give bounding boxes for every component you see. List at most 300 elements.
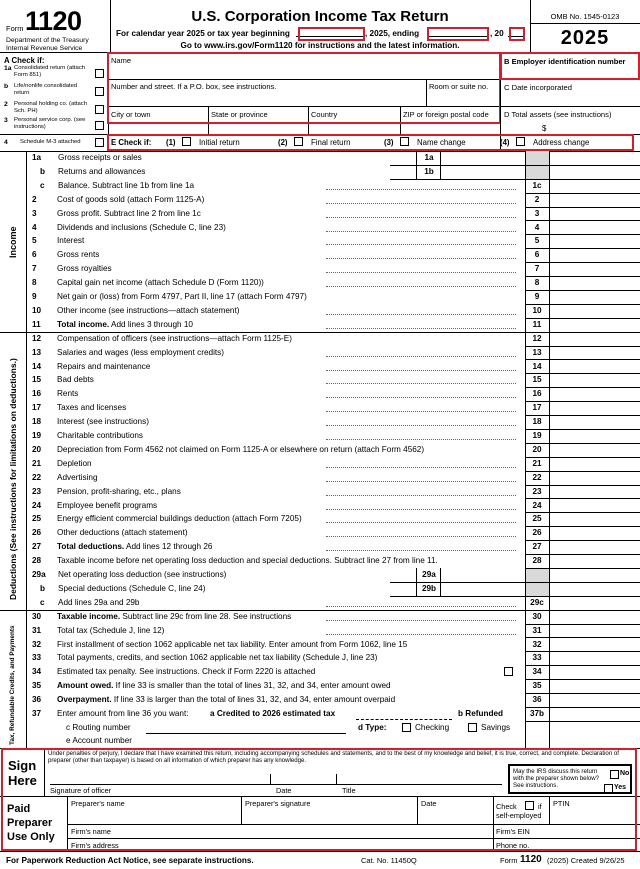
- form-line: [26, 262, 640, 276]
- section-e-option-number: (2): [278, 138, 288, 147]
- right-box-number: 27: [532, 542, 542, 552]
- right-box-number: 25: [532, 514, 542, 524]
- form-line: [26, 151, 640, 165]
- line-description: [57, 695, 395, 704]
- line-number: 37: [32, 709, 42, 718]
- account-number-label: e Account number: [66, 735, 132, 745]
- street-label: Number and street. If a P.O. box, see instructions.: [111, 82, 277, 91]
- highlight-name-address: [107, 52, 501, 124]
- amount-field[interactable]: [551, 513, 637, 525]
- right-box-number: 36: [532, 695, 542, 705]
- form-line: [26, 651, 640, 665]
- inner-box-number: 1b: [424, 166, 434, 176]
- line-description: [58, 598, 140, 607]
- line-description-text: Add lines 3 through 10: [109, 319, 193, 329]
- form-line: [26, 304, 640, 318]
- check-if-checkbox[interactable]: [95, 69, 104, 78]
- amount-field[interactable]: [551, 666, 637, 678]
- amount-field[interactable]: [551, 486, 637, 498]
- savings-label: Savings: [481, 722, 511, 732]
- preparer-title-1: Paid: [7, 803, 31, 815]
- right-box-number: 2: [534, 194, 540, 204]
- room-label: Room or suite no.: [429, 82, 489, 91]
- form-line: [26, 248, 640, 262]
- account-number-field[interactable]: [146, 735, 486, 747]
- amount-field[interactable]: [551, 597, 637, 609]
- line-description-text: Depreciation from Form 4562 not claimed on Form 1125-A or elsewhere on return (attach Form 4562): [57, 444, 425, 454]
- line-description: [58, 181, 194, 190]
- line-number: 12: [32, 333, 42, 343]
- line-description: [57, 431, 143, 440]
- line-description-text: Total tax (Schedule J, line 12): [57, 625, 165, 635]
- line-number: 16: [32, 389, 42, 399]
- amount-field[interactable]: [551, 541, 637, 553]
- check-if-text: Life/nonlife consolidated return: [14, 83, 78, 96]
- footer-form-prefix: Form: [500, 856, 518, 865]
- side-label-tax: Tax, Refundable Credits, and Payments: [9, 625, 16, 745]
- line-description-bold: Total income.: [57, 319, 110, 329]
- routing-row: [26, 721, 526, 735]
- line-description: [57, 375, 94, 384]
- line-number: 33: [32, 653, 42, 663]
- section-e-option-number: (1): [166, 138, 176, 147]
- right-box-number: 5: [534, 236, 540, 246]
- check-if-item: [0, 101, 108, 117]
- line-description: [57, 487, 181, 496]
- goto-instructions: Go to www.irs.gov/Form1120 for instructions and the latest information.: [180, 41, 460, 50]
- line-description-text: First installment of section 1062 applicable net tax liability. Enter amount from Form 1062, line 15: [57, 639, 408, 649]
- amount-field[interactable]: [551, 333, 637, 345]
- line37-refunded-label: b Refunded: [458, 709, 504, 718]
- line-description: [57, 209, 201, 218]
- sign-title-2: Here: [8, 773, 37, 788]
- amount-field[interactable]: [551, 277, 637, 289]
- amount-field[interactable]: [551, 361, 637, 373]
- check-if-key: 4: [4, 139, 8, 146]
- calendar-prefix: For calendar year 2025 or tax year beginning: [116, 29, 290, 38]
- form-line: [26, 415, 640, 429]
- perjury-declaration: Under penalties of perjury, I declare that I have examined this return, including accompanying schedules and statements, and to the best of my knowledge and belief, it is true, correct, and complete. Declaration of preparer (other than taxpayer) is based on all information of which preparer has any knowledge.: [48, 750, 619, 765]
- check-if-key: 2: [4, 101, 8, 108]
- right-box-number: 31: [532, 625, 542, 635]
- line-description: [57, 320, 193, 329]
- line-number: 31: [32, 625, 42, 635]
- amount-field[interactable]: [551, 625, 637, 637]
- form-line: [26, 540, 640, 554]
- check-if-checkbox[interactable]: [95, 138, 104, 147]
- form-line: [26, 179, 640, 193]
- line-description-text: If line 33 is larger than the total of lines 31, 32, and 34, enter amount overpaid: [111, 695, 396, 705]
- amount-field[interactable]: [551, 652, 637, 664]
- line-description-text: Pension, profit-sharing, etc., plans: [57, 486, 181, 496]
- line-description: [57, 626, 164, 635]
- highlight-signature-preparer: [1, 748, 637, 851]
- amount-field[interactable]: [551, 347, 637, 359]
- highlight-tax-year-end-year: [509, 27, 525, 41]
- amount-field[interactable]: [551, 319, 637, 331]
- amount-field[interactable]: [551, 402, 637, 414]
- dept-line1: Department of the Treasury: [6, 37, 89, 44]
- line-description-text: Rents: [57, 389, 79, 399]
- inner-box-number: 29b: [421, 583, 437, 593]
- line-description-bold: Total deductions.: [57, 542, 125, 552]
- right-box-number: 14: [532, 361, 542, 371]
- line-number: 1a: [32, 153, 42, 162]
- line-number: 4: [32, 222, 37, 232]
- form-line: [26, 318, 640, 332]
- line-number: 30: [32, 611, 42, 621]
- paperwork-notice: For Paperwork Reduction Act Notice, see separate instructions.: [6, 856, 254, 865]
- check-if-item: [0, 83, 108, 99]
- line-number: c: [40, 180, 45, 190]
- line-description-text: Total payments, credits, and section 1062 applicable net tax liability (Schedule J, line 23): [57, 653, 378, 663]
- right-box-number: 11: [532, 319, 542, 329]
- line-description-text: Net operating loss deduction (see instructions): [58, 570, 227, 579]
- line-number: 29a: [32, 570, 46, 579]
- line-description-text: Energy efficient commercial buildings deduction (attach Form 7205): [57, 514, 302, 524]
- line-number: c: [40, 597, 45, 607]
- form-line: [26, 360, 640, 374]
- amount-field[interactable]: [551, 222, 637, 234]
- highlight-tax-year-begin: [298, 27, 365, 41]
- line-number: 22: [32, 472, 42, 482]
- right-box-number: 34: [532, 667, 542, 677]
- preparer-name-label: Preparer's name: [71, 799, 125, 808]
- line-number: 24: [32, 500, 42, 510]
- right-box-number: 15: [532, 375, 542, 385]
- line-description-text: Interest: [57, 236, 85, 246]
- line-description: [57, 264, 112, 273]
- self-employed-label: self-employed: [496, 811, 542, 820]
- line-description-text: Other income (see instructions—attach statement): [57, 305, 240, 315]
- right-box-number: 9: [534, 292, 540, 301]
- amount-field[interactable]: [551, 430, 637, 442]
- amount-field[interactable]: [551, 500, 637, 512]
- line-description-text: If line 33 is smaller than the total of lines 31, 32, and 34, enter amount owed: [113, 681, 391, 691]
- account-type-label: d Type:: [358, 722, 387, 732]
- line-description: [57, 236, 84, 245]
- line-description-text: Gross rents: [57, 250, 100, 260]
- officer-signature-label: Signature of officer: [50, 786, 112, 795]
- lines-area: [0, 151, 640, 748]
- check-if-heading: A Check if:: [4, 56, 45, 65]
- line-description: [57, 501, 157, 510]
- section-e-option-label: Name change: [417, 138, 466, 147]
- firm-ein-label: Firm's EIN: [496, 827, 530, 836]
- right-box-number: 26: [532, 528, 542, 538]
- line-description: [57, 556, 438, 565]
- right-box-number: 17: [532, 403, 542, 413]
- right-box-number: 32: [532, 639, 542, 649]
- discuss-yes-label: Yes: [614, 784, 627, 791]
- line-number: 8: [32, 278, 37, 288]
- savings-checkbox[interactable]: [468, 723, 477, 732]
- section-e-option-label: Initial return: [199, 138, 240, 147]
- right-box-number: 4: [534, 222, 540, 232]
- line-description-text: Estimated tax penalty. See instructions. Check if Form 2220 is attached: [57, 667, 316, 677]
- form-line: [26, 193, 640, 207]
- check-if-item: [0, 65, 108, 81]
- line-description-text: Taxes and licenses: [57, 403, 127, 413]
- footer-revision: (2025) Created 9/26/25: [547, 856, 625, 865]
- form-2220-checkbox[interactable]: [504, 667, 513, 676]
- line-number: 11: [32, 319, 41, 329]
- line-description-text: Capital gain net income (attach Schedule D (Form 1120)): [57, 278, 264, 288]
- check-if-text: Schedule M-3 attached: [20, 139, 81, 145]
- check-if-key: 3: [4, 117, 8, 124]
- highlight-section-e: [107, 134, 634, 151]
- line-description: [57, 667, 315, 676]
- preparer-title-2: Preparer: [7, 817, 53, 829]
- line-description-text: Charitable contributions: [57, 431, 144, 440]
- amount-field[interactable]: [551, 208, 637, 220]
- form-line: [26, 485, 640, 499]
- side-label-deductions: Deductions (See instructions for limitations on deductions.): [8, 358, 18, 600]
- routing-number-field[interactable]: [146, 722, 346, 734]
- line-description: [57, 445, 424, 454]
- line-description-text: Bad debts: [57, 375, 94, 385]
- check-if-key: 1a: [4, 65, 12, 72]
- check-if-checkbox[interactable]: [95, 121, 104, 130]
- inner-amount-field[interactable]: [442, 152, 524, 164]
- line-description: [57, 528, 188, 537]
- catalog-number: Cat. No. 11450Q: [361, 856, 417, 865]
- line-number: 13: [32, 347, 42, 357]
- calendar-suffix: , 20: [490, 29, 504, 38]
- line-description-text: Balance. Subtract line 1b from line 1a: [58, 180, 195, 190]
- right-box-number: 18: [532, 417, 542, 427]
- sign-title-1: Sign: [8, 758, 37, 773]
- line-description: [57, 306, 239, 315]
- line-description-text: Interest (see instructions): [57, 417, 149, 427]
- line-description-text: Advertising: [57, 472, 98, 482]
- amount-field[interactable]: [551, 694, 637, 706]
- amount-field[interactable]: [551, 611, 637, 623]
- form-line: [26, 221, 640, 235]
- line-number: 23: [32, 486, 42, 496]
- preparer-date-label: Date: [421, 799, 437, 808]
- line-description: [57, 459, 92, 468]
- amount-field[interactable]: [551, 388, 637, 400]
- side-label-income: Income: [8, 226, 18, 258]
- date-incorporated-field[interactable]: [503, 92, 637, 105]
- account-row: [26, 735, 526, 749]
- firm-name-label: Firm's name: [71, 827, 111, 836]
- section-e-option-label: Final return: [311, 138, 351, 147]
- form-line: [26, 665, 640, 679]
- right-box-number: 23: [532, 486, 542, 496]
- amount-field[interactable]: [551, 235, 637, 247]
- section-e-label: E Check if:: [111, 138, 152, 147]
- right-box-number: 30: [532, 611, 542, 621]
- phone-label: Phone no.: [496, 841, 530, 850]
- form-line: [26, 276, 640, 290]
- form-line: [26, 638, 640, 652]
- credited-amount-field[interactable]: [356, 708, 452, 720]
- sign-date-label: Date: [276, 786, 292, 795]
- amount-field[interactable]: [551, 639, 637, 651]
- line-description: [57, 473, 98, 482]
- check-self-employed-label: Check: [496, 802, 517, 811]
- amount-field[interactable]: [551, 194, 637, 206]
- line-number: 6: [32, 250, 37, 260]
- form-line: [26, 387, 640, 401]
- right-box-number: 8: [534, 278, 540, 288]
- ptin-label: PTIN: [553, 799, 570, 808]
- line-description: [57, 223, 226, 232]
- section-e-option-number: (4): [500, 138, 510, 147]
- line-description: [57, 195, 204, 204]
- right-box-number: 19: [532, 431, 542, 440]
- form-line: [26, 401, 640, 415]
- line-description: [58, 167, 145, 176]
- firm-address-label: Firm's address: [71, 841, 119, 850]
- amount-field[interactable]: [551, 680, 637, 692]
- form-line: [26, 332, 640, 346]
- right-box-number: 28: [532, 556, 542, 566]
- line-number: b: [40, 583, 46, 593]
- line-number: 32: [32, 639, 42, 649]
- line-description: [57, 417, 149, 426]
- right-box-number: 35: [532, 681, 542, 691]
- amount-field[interactable]: [551, 444, 637, 456]
- line-description: [57, 362, 150, 371]
- amount-field[interactable]: [551, 472, 637, 484]
- line-number: 28: [32, 556, 42, 566]
- form-line: [26, 290, 640, 304]
- amount-field[interactable]: [551, 416, 637, 428]
- inner-amount-field[interactable]: [442, 583, 524, 595]
- line-number: 15: [32, 375, 42, 385]
- line-number: 14: [32, 361, 42, 371]
- line-number: 21: [32, 458, 42, 468]
- line-description-text: Cost of goods sold (attach Form 1125-A): [57, 194, 205, 204]
- amount-field[interactable]: [551, 263, 637, 275]
- date-incorporated-label: C Date incorporated: [504, 83, 572, 92]
- form-line: [26, 346, 640, 360]
- line-description-text: Enter amount from line 36 you want:: [57, 709, 189, 718]
- line-description-text: Returns and allowances: [58, 166, 146, 176]
- line-description-bold: Amount owed.: [57, 681, 114, 691]
- right-box-number: 6: [534, 250, 540, 260]
- right-box-number: 33: [532, 653, 542, 663]
- total-assets-label: D Total assets (see instructions): [504, 110, 612, 119]
- right-box-number: 3: [534, 208, 540, 218]
- line-description-bold: Taxable income.: [57, 611, 121, 621]
- inner-amount-field[interactable]: [442, 569, 524, 581]
- amount-field[interactable]: [551, 291, 637, 303]
- total-assets-field[interactable]: [550, 121, 636, 133]
- irs-discuss-text: May the IRS discuss this return with the preparer shown below? See instructions.: [513, 768, 600, 789]
- line-number: 17: [32, 403, 42, 413]
- dept-line2: Internal Revenue Service: [6, 45, 83, 52]
- amount-field[interactable]: [551, 458, 637, 470]
- line-description-text: Add lines 29a and 29b: [58, 597, 140, 607]
- form-line: [26, 373, 640, 387]
- line-description-text: Gross profit. Subtract line 2 from line 1c: [57, 208, 201, 218]
- right-box-number: 29c: [530, 597, 544, 607]
- form-line: [26, 707, 640, 721]
- line-description: [57, 334, 292, 343]
- check-if-text: Personal service corp. (see instructions): [14, 117, 86, 130]
- check-if-text: Consolidated return (attach Form 851): [14, 65, 86, 78]
- form-line: [26, 165, 640, 179]
- line-number: 18: [32, 417, 42, 427]
- calendar-mid: , 2025, ending: [365, 29, 420, 38]
- line-description: [57, 653, 377, 662]
- right-box-number: 13: [532, 347, 542, 357]
- right-box-number: 24: [532, 500, 542, 510]
- amount-field[interactable]: [551, 708, 637, 720]
- form-line: [26, 554, 640, 568]
- amount-field[interactable]: [551, 180, 637, 192]
- tax-year: 2025: [560, 27, 610, 49]
- line-number: 5: [32, 236, 37, 246]
- line-description: [58, 584, 205, 593]
- section-e-option-label: Address change: [533, 138, 590, 147]
- line-number: 35: [32, 681, 42, 691]
- routing-number-label: c Routing number: [66, 722, 131, 732]
- line-number: 10: [32, 305, 42, 315]
- if-label: if: [538, 802, 542, 811]
- line-description: [57, 709, 189, 718]
- amount-field[interactable]: [551, 374, 637, 386]
- check-if-checkbox[interactable]: [95, 87, 104, 96]
- line-description: [57, 403, 126, 412]
- amount-field[interactable]: [551, 249, 637, 261]
- check-if-text: Personal holding co. (attach Sch. PH): [14, 101, 88, 114]
- line-description-text: Dividends and inclusions (Schedule C, line 23): [57, 222, 226, 232]
- amount-field[interactable]: [551, 305, 637, 317]
- inner-amount-field[interactable]: [442, 166, 524, 178]
- line-description-text: Net gain or (loss) from Form 4797, Part II, line 17 (attach Form 4797): [57, 292, 307, 301]
- line-description-text: Salaries and wages (less employment credits): [57, 347, 225, 357]
- right-box-number: 7: [534, 264, 540, 274]
- line-description: [57, 278, 264, 287]
- line-description: [57, 292, 307, 301]
- form-line: [26, 568, 640, 582]
- line-number: 20: [32, 444, 42, 454]
- check-if-key: b: [4, 83, 9, 90]
- checking-label: Checking: [415, 722, 450, 732]
- line-description: [57, 348, 224, 357]
- line-description: [57, 250, 99, 259]
- amount-field[interactable]: [551, 555, 637, 567]
- form-line: [26, 679, 640, 693]
- checking-checkbox[interactable]: [402, 723, 411, 732]
- form-line: [26, 443, 640, 457]
- line-description: [57, 542, 212, 551]
- inner-box-number: 1a: [424, 153, 434, 162]
- check-if-checkbox[interactable]: [95, 105, 104, 114]
- line-description-text: Other deductions (attach statement): [57, 528, 188, 538]
- right-box-number: 16: [532, 389, 542, 399]
- line-number: 26: [32, 528, 42, 538]
- line-number: b: [40, 166, 46, 176]
- section-e-option-number: (3): [384, 138, 394, 147]
- ein-label: B Employer identification number: [504, 57, 626, 66]
- form-title: U.S. Corporation Income Tax Return: [191, 8, 449, 25]
- line-description-text: Repairs and maintenance: [57, 361, 151, 371]
- line-description-text: Gross royalties: [57, 264, 112, 274]
- discuss-no-label: No: [620, 770, 630, 777]
- line-number: 3: [32, 208, 37, 218]
- amount-field[interactable]: [551, 527, 637, 539]
- section-a-check: [0, 53, 108, 151]
- omb-number: OMB No. 1545-0123: [550, 12, 620, 21]
- right-box-number: 12: [532, 333, 542, 343]
- right-box-number: 37b: [529, 709, 545, 718]
